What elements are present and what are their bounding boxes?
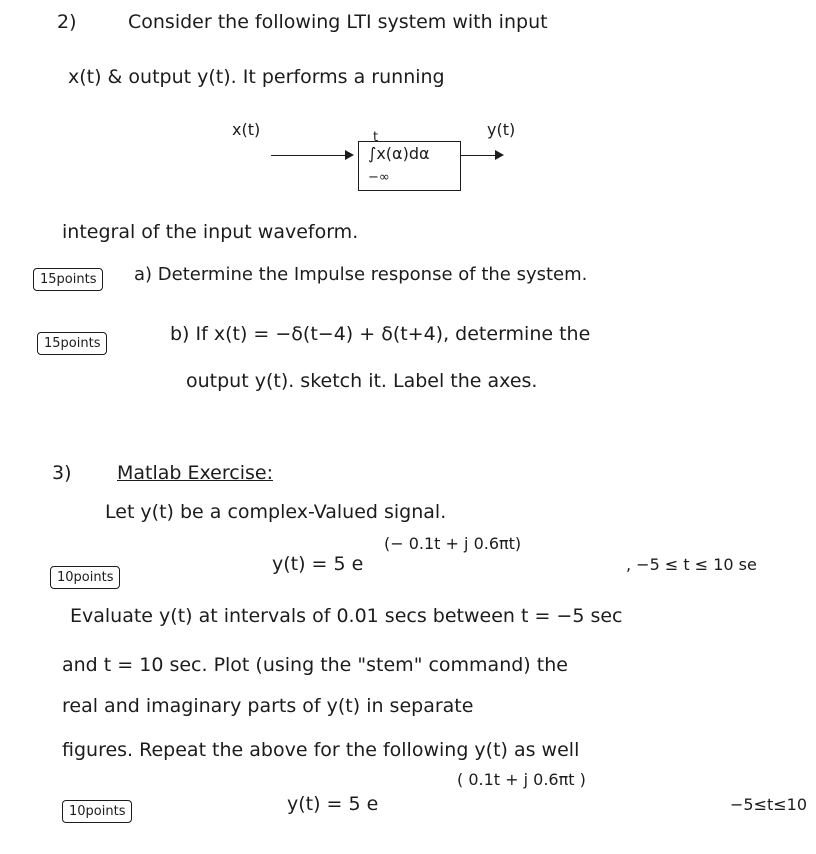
- paragraph-line-4: figures. Repeat the above for the following y(t) as well: [62, 739, 580, 761]
- paragraph-line-3: real and imaginary parts of y(t) in separate: [62, 695, 474, 717]
- points-badge-eq2: 10points: [62, 800, 132, 823]
- question-2-line-3: integral of the input waveform.: [62, 221, 359, 243]
- integral-lower-limit: −∞: [368, 170, 390, 185]
- paragraph-line-1: Evaluate y(t) at intervals of 0.01 secs between t = −5 sec: [70, 605, 623, 627]
- input-arrow: [271, 155, 352, 156]
- part-b-line-1: b) If x(t) = −δ(t−4) + δ(t+4), determine the: [170, 323, 591, 345]
- points-badge-eq1: 10points: [50, 566, 120, 589]
- output-arrow: [460, 155, 502, 156]
- question-2-line-2: x(t) & output y(t). It performs a running: [68, 66, 445, 88]
- part-a-text: a) Determine the Impulse response of the system.: [134, 264, 588, 285]
- question-3-number: 3): [52, 462, 72, 484]
- equation-1-exponent: (− 0.1t + j 0.6πt): [384, 534, 522, 553]
- integral-upper-limit: t: [373, 130, 379, 145]
- equation-2-range: −5≤t≤10: [730, 795, 808, 814]
- points-badge-b: 15points: [37, 332, 107, 355]
- integral-expression: ∫x(α)dα: [368, 144, 430, 163]
- diagram-output-label: y(t): [487, 120, 516, 139]
- equation-2-exponent: ( 0.1t + j 0.6πt ): [457, 770, 586, 789]
- equation-1-range: , −5 ≤ t ≤ 10 se: [626, 555, 757, 574]
- question-3-title: Matlab Exercise:: [117, 462, 273, 484]
- points-badge-a: 15points: [33, 268, 103, 291]
- question-2-line-1: Consider the following LTI system with input: [128, 11, 548, 33]
- paragraph-line-2: and t = 10 sec. Plot (using the "stem" command) the: [62, 654, 568, 676]
- equation-1-lhs: y(t) = 5 e: [272, 553, 364, 575]
- question-3-intro: Let y(t) be a complex-Valued signal.: [105, 501, 447, 523]
- question-2-number: 2): [57, 11, 77, 33]
- diagram-input-label: x(t): [232, 120, 261, 139]
- equation-2-lhs: y(t) = 5 e: [287, 793, 379, 815]
- part-b-line-2: output y(t). sketch it. Label the axes.: [186, 370, 538, 392]
